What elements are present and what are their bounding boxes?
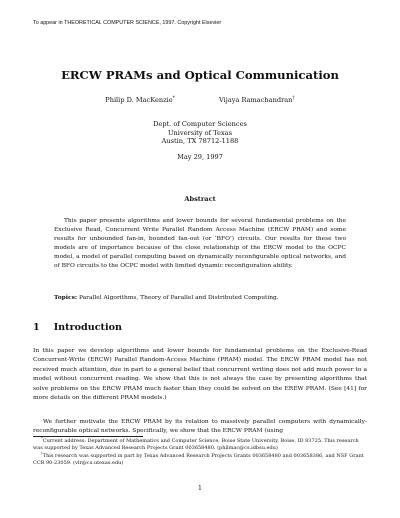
section-number: 1 — [33, 322, 40, 333]
author-2 — [219, 96, 295, 104]
paper-date: May 29, 1997 — [177, 153, 223, 161]
topics-line — [54, 294, 346, 301]
author-list — [0, 96, 400, 104]
affiliation-line: University of Texas — [168, 128, 232, 137]
footnote-mark: † — [292, 95, 295, 101]
footnote-mark: * — [41, 436, 43, 441]
section-heading — [33, 322, 122, 333]
author-name: Vijaya Ramachandran — [219, 96, 293, 104]
footnote — [33, 453, 367, 467]
page-number: 1 — [198, 485, 202, 492]
author-name: Philip D. MacKenzie — [105, 96, 173, 104]
affiliation-line: Austin, TX 78712-1188 — [161, 137, 239, 146]
body-paragraph: We further motivate the ERCW PRAM by its relation to massively parallel computers with dynamically-reconfigurable optical networks. Specifically, we show that the ERCW PRAM (using — [33, 419, 367, 435]
abstract-text: This paper presents algorithms and lower bounds for several fundamental problems on the Exclusive Read, Concurrent Write Parallel Random Access Machine (ERCW PRAM) and some results for unbounded fan-in, bounded fan-out (or ‘BFO’) circuits. Our results for these two models are of importance because of the close relationship of the ERCW model to the OCPC model, a model of parallel computing based on dynamically reconfigurable optical networks, and of BFO circuits to the OCPC model with limited dynamic reconfiguration ability. — [54, 218, 346, 269]
footnote-mark: * — [172, 95, 175, 101]
footnote — [33, 438, 367, 452]
footnote-text: This research was supported in part by Texas Advanced Research Projects Grants 003658480 and 003658386, and NSF Grant CCR 90-23059. (vlr@cs.utexas.edu) — [33, 453, 364, 467]
preprint-note: To appear in THEORETICAL COMPUTER SCIENCE, 1997. Copyright Elsevier — [33, 20, 222, 26]
section-title: Introduction — [53, 322, 123, 333]
affiliation-line: Dept. of Computer Sciences — [153, 120, 247, 128]
body-paragraph: In this paper we develop algorithms and lower bounds for fundamental problems on the Exclusive-Read Concurrent-Write (ERCW) Parallel Random-Access Machine (PRAM) model. The ERCW PRAM model has not received much attention, due in part to a general belief that concurrent writing does not add much power to a model without concurrent reading. We show that this is not always the case by presenting algorithms that solve problems on the ERCW PRAM much faster than they could be solved on the EREW PRAM. (See [41] for more details on the different PRAM models.) — [33, 348, 367, 402]
footnote-rule — [33, 436, 143, 437]
paper-title: ERCW PRAMs and Optical Communication — [61, 68, 339, 82]
abstract-heading: Abstract — [184, 195, 216, 203]
footnote-mark: † — [41, 451, 43, 456]
topics-label: Topics: — [54, 294, 78, 301]
affiliation — [0, 120, 400, 146]
author-1 — [105, 96, 175, 104]
topics-text: Parallel Algorithms, Theory of Parallel and Distributed Computing. — [78, 295, 279, 301]
footnote-text: Current address: Department of Mathematics and Computer Science, Boise State University, Boise, ID 83725. This research was supported by Texas Advanced Research Projects Grant 003658480. (philmac@cs.idbsu.edu) — [33, 438, 359, 451]
footnotes — [33, 438, 367, 469]
